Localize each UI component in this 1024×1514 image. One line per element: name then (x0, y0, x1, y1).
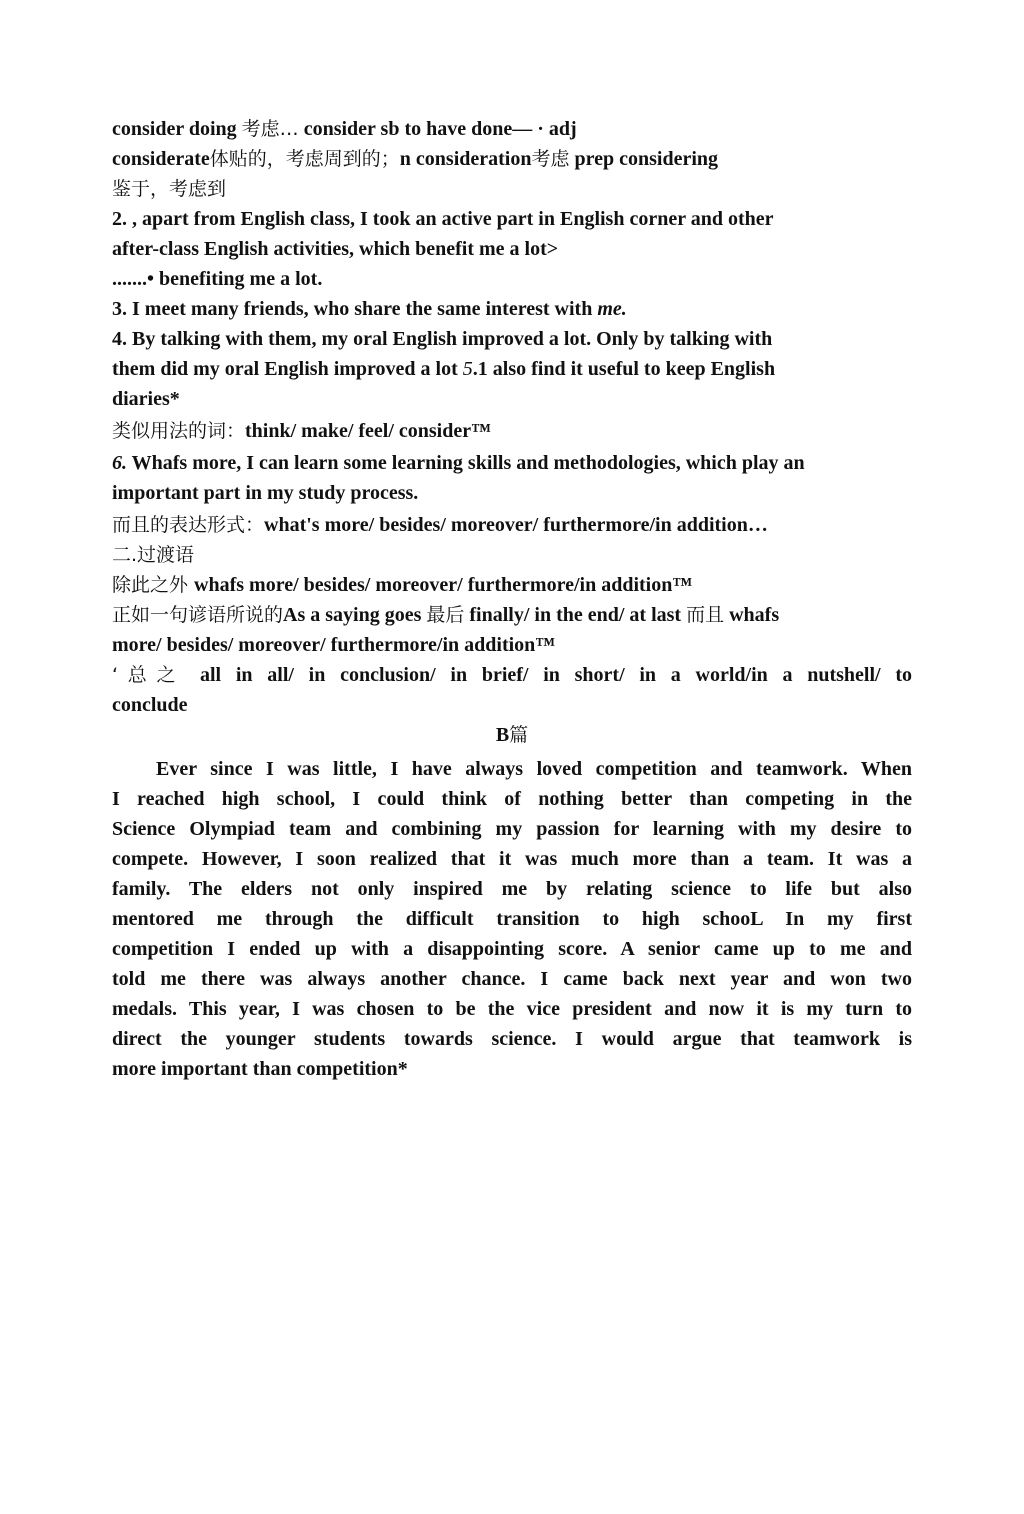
text-run: whafs more/ besides/ moreover/ furthermore/in addition™ (194, 574, 693, 596)
text-run-italic: me. (597, 298, 627, 320)
text-run-cjk: 而且的表达形式： (112, 514, 265, 536)
sentence-3 (112, 294, 912, 324)
transition-saying-line (112, 600, 912, 630)
passage-b (112, 754, 912, 1084)
sentence-4-line-3: diaries* (112, 388, 180, 410)
sentence-2-line-2: after-class English activities, which benefit me a lot> (112, 238, 559, 260)
text-run: n consideration (399, 148, 532, 170)
text-run: As a saying goes (283, 604, 427, 626)
text-run: finally/ in the end/ at last (464, 604, 687, 626)
text-run: .1 also find it useful to keep English (472, 358, 776, 380)
passage-line: more important than competition* (112, 1058, 408, 1080)
text-run: Whafs more, I can learn some learning skills and methodologies, which play an (127, 452, 805, 474)
passage-line: told me there was always another chance. I came back next year and won two (112, 968, 912, 990)
text-run-cjk: 考虑… (241, 118, 299, 140)
text-run-cjk: 体贴的，考虑周到的； (209, 148, 400, 170)
text-run: B (495, 724, 510, 746)
passage-line: competition I ended up with a disappointing score. A senior came up to me and (112, 938, 912, 960)
transition-conclusion-line-2: conclude (112, 694, 188, 716)
passage-line: mentored me through the difficult transition to high schooL In my first (112, 908, 912, 930)
text-run-cjk: 除此之外 (112, 574, 195, 596)
text-run-italic: 5 (462, 358, 473, 380)
similar-words-line (112, 416, 912, 446)
text-run: consider doing (112, 118, 242, 140)
text-run: think/ make/ feel/ consider™ (245, 420, 492, 442)
text-run-cjk: 类似用法的词： (112, 420, 246, 442)
passage-line: direct the younger students towards science. I would argue that teamwork is (112, 1028, 912, 1050)
text-run: all in all/ in conclusion/ in brief/ in short/ in a world/in a nutshell/ to (185, 664, 912, 686)
text-run-cjk: 最后 (426, 604, 465, 626)
passage-line: Ever since I was little, I have always loved competition and teamwork. When (156, 758, 912, 780)
sentence-6-line-2: important part in my study process. (112, 482, 419, 504)
passage-line: compete. However, I soon realized that it was much more than a team. It was a (112, 848, 912, 870)
transition-heading: 二.过渡语 (112, 544, 195, 566)
text-run-cjk: 考虑 (531, 148, 570, 170)
text-run-cjk: 正如一句谚语所说的 (112, 604, 284, 626)
expression-forms-line (112, 510, 912, 540)
text-run: what's more/ besides/ moreover/ furthermore/in addition… (264, 514, 768, 536)
text-run: consider sb to have done— · adj (298, 118, 577, 140)
transition-conclusion-line (112, 660, 912, 690)
passage-line: Science Olympiad team and combining my passion for learning with my desire to (112, 818, 912, 840)
passage-line: I reached high school, I could think of nothing better than competing in the (112, 788, 912, 810)
transition-besides-line (112, 570, 912, 600)
passage-line: family. The elders not only inspired me by relating science to life but also (112, 878, 912, 900)
text-run: them did my oral English improved a lot (112, 358, 463, 380)
text-run-cjk: 篇 (509, 724, 529, 746)
sentence-2-rewrite: .......• benefiting me a lot. (112, 268, 323, 290)
vocab-line-consider-doing (112, 114, 912, 144)
passage-line: medals. This year, I was chosen to be the vice president and now it is my turn to (112, 998, 912, 1020)
text-run-cjk: 而且 (686, 604, 725, 626)
sentence-6-line-1 (112, 448, 912, 478)
text-run-cjk: ‘总之 (112, 664, 186, 686)
vocab-line-considerate (112, 144, 912, 174)
sentence-2-line-1: 2. , apart from English class, I took an active part in English corner and other (112, 208, 774, 230)
text-run: 3. I meet many friends, who share the same interest with (112, 298, 598, 320)
section-title (112, 720, 912, 750)
text-run: prep considering (569, 148, 719, 170)
text-run-italic: 6. (112, 452, 127, 474)
transition-saying-line-2: more/ besides/ moreover/ furthermore/in addition™ (112, 634, 556, 656)
text-run: whafs (724, 604, 780, 626)
document-page (112, 114, 912, 1084)
vocab-line-meaning: 鉴于，考虑到 (112, 178, 227, 200)
sentence-4-line-1: 4. By talking with them, my oral English improved a lot. Only by talking with (112, 328, 773, 350)
text-run: considerate (112, 148, 210, 170)
sentence-4-line-2 (112, 354, 912, 384)
